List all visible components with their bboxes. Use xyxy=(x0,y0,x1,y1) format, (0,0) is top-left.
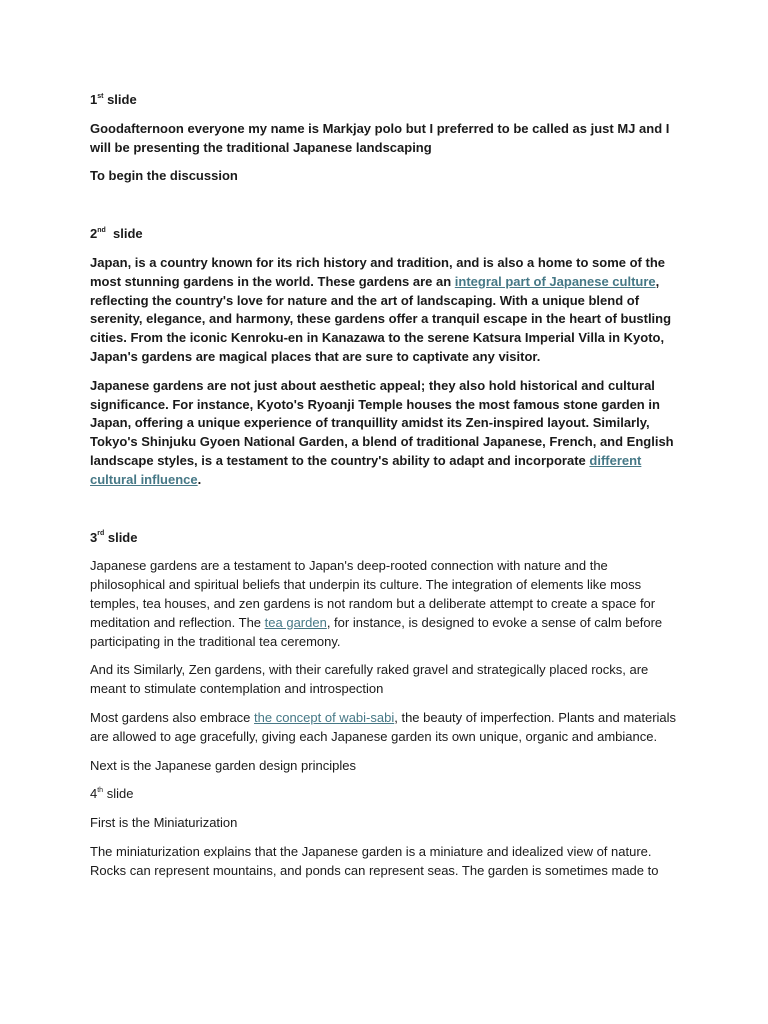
slide-2-p1-text: Japan, is a country known for its rich history and tradition, and is also a home to some of the most stunning gardens in the world. These gardens are an xyxy=(90,254,665,289)
slide-3-paragraph-1 xyxy=(90,557,680,651)
slide-2-label: slide xyxy=(105,226,143,242)
slide-3-ordinal: rd xyxy=(97,530,105,538)
slide-2-number: 2 xyxy=(90,226,98,242)
slide-3-paragraph-3 xyxy=(90,709,680,747)
slide-4-number: 4 xyxy=(90,786,98,802)
slide-1-label: slide xyxy=(103,92,137,107)
slide-3-heading xyxy=(90,529,680,548)
slide-4-ordinal: th xyxy=(97,786,104,794)
slide-1-number: 1 xyxy=(90,92,98,107)
slide-1-intro-paragraph: Goodafternoon everyone my name is Markjay polo but I preferred to be called as just MJ and I will be presenting the traditional Japanese landscaping xyxy=(90,120,670,155)
slide-3-paragraph-2: And its Similarly, Zen gardens, with their carefully raked gravel and strategically placed rocks, are meant to stimulate contemplation and introspection xyxy=(90,662,649,697)
slide-1-heading xyxy=(90,91,680,110)
slide-4-paragraph-1: First is the Miniaturization xyxy=(90,815,238,831)
slide-1-begin-paragraph: To begin the discussion xyxy=(90,168,238,184)
slide-3-p1-text: Japanese gardens are a testament to Japan's deep-rooted connection with nature and the philosophical and spiritual beliefs that underpin its culture. The integration of elements like moss temples, tea houses, and zen gardens is not random but a deliberate attempt to create a space for meditation and reflection. The xyxy=(90,558,656,630)
cultural-influence-link[interactable]: different cultural influence xyxy=(90,452,642,487)
wabi-sabi-link[interactable]: the concept of wabi-sabi xyxy=(254,709,395,725)
slide-2-heading xyxy=(90,225,680,244)
integral-part-link[interactable]: integral part of Japanese culture xyxy=(454,273,656,289)
document-body xyxy=(90,91,680,891)
section-gap xyxy=(90,500,680,529)
slide-2-paragraph-1 xyxy=(90,254,680,367)
slide-4-heading xyxy=(90,785,680,804)
tea-garden-link[interactable]: tea garden xyxy=(264,614,327,630)
slide-2-p2-text: Japanese gardens are not just about aesthetic appeal; they also hold historical and cultural significance. For instance, Kyoto's Ryoanji Temple houses the most famous stone garden in Japan, offering a unique experience of tranquillity amidst its Zen-inspired layout. Similarly, Tokyo's Shinjuku Gyoen National Garden, a blend of traditional Japanese, French, and English landscape styles, is a testament to the country's ability to adapt and incorporate xyxy=(90,377,674,468)
slide-4-paragraph-2: The miniaturization explains that the Japanese garden is a miniature and idealized view of nature. Rocks can represent mountains, and ponds can represent seas. The garden is sometimes made to xyxy=(90,843,659,878)
slide-4-label: slide xyxy=(103,786,134,802)
slide-3-p1-text-rest: , for instance, is designed to evoke a sense of calm before participating in the traditional tea ceremony. xyxy=(90,614,663,649)
slide-2-p2-text-rest: . xyxy=(197,471,202,487)
slide-2-p1-text-rest: , reflecting the country's love for nature and the art of landscaping. With a unique blend of serenity, elegance, and harmony, these gardens offer a tranquil escape in the heart of bustling cities. From the iconic Kenroku-en in Kanazawa to the serene Katsura Imperial Villa in Kyoto, Japan's gardens are magical places that are sure to captivate any visitor. xyxy=(90,273,672,364)
slide-3-label: slide xyxy=(104,529,138,545)
slide-3-p3-text: Most gardens also embrace xyxy=(90,709,255,725)
section-gap xyxy=(90,196,680,225)
slide-3-p3-text-rest: , the beauty of imperfection. Plants and materials are allowed to age gracefully, giving each Japanese garden its own unique, organic and ambiance. xyxy=(90,709,677,744)
slide-2-ordinal: nd xyxy=(97,226,106,234)
slide-1-ordinal: st xyxy=(97,92,104,100)
slide-3-number: 3 xyxy=(90,529,98,545)
slide-2-paragraph-2 xyxy=(90,377,680,490)
slide-3-paragraph-4: Next is the Japanese garden design principles xyxy=(90,757,356,773)
